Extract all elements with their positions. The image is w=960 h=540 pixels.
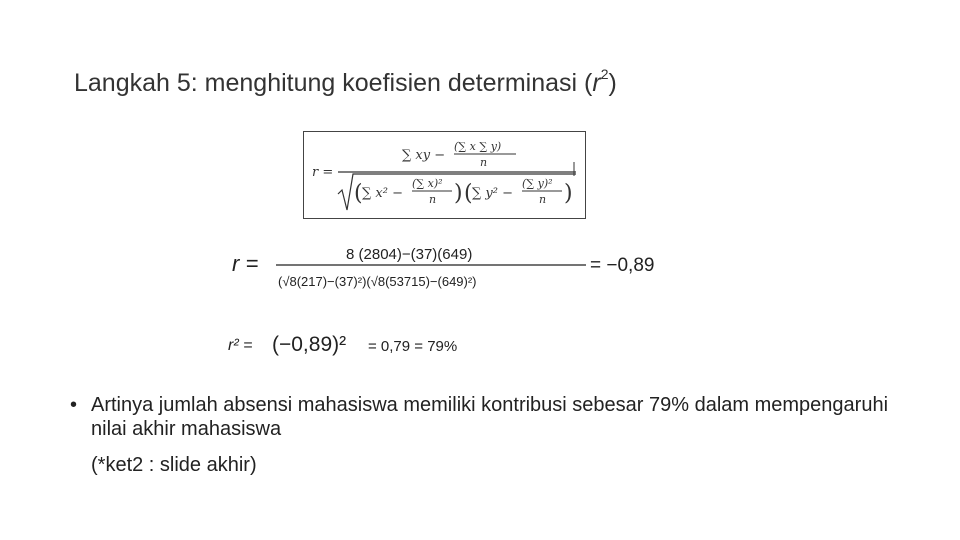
- slide-title: [74, 66, 617, 98]
- formula-den-n-1: n: [429, 193, 437, 206]
- formula-den-sum-x2: ∑ x² −: [362, 186, 403, 201]
- bullet-marker: •: [70, 394, 78, 416]
- formula-paren-left-1: (: [354, 181, 363, 206]
- calc-lhs: r =: [232, 251, 259, 276]
- formula-den-frac-y: (∑ y)²: [522, 177, 553, 190]
- correlation-formula: [304, 132, 587, 220]
- formula-paren-right-1: ): [454, 181, 463, 206]
- calculation-equation: [228, 238, 688, 296]
- bullet-note: (*ket2 : slide akhir): [91, 454, 257, 476]
- formula-num-n: n: [480, 156, 488, 169]
- formula-den-sum-y2: ∑ y² −: [472, 186, 513, 201]
- title-exponent: 2: [600, 66, 609, 82]
- calculation: [228, 238, 688, 301]
- correlation-formula-box: [303, 131, 586, 219]
- formula-paren-left-2: (: [464, 181, 473, 206]
- formula-den-n-2: n: [539, 193, 547, 206]
- formula-num-frac-top: (∑ x ∑ y): [454, 140, 502, 153]
- result-rhs: = 0,79 = 79%: [368, 338, 458, 355]
- result-equation: [228, 325, 498, 361]
- formula-num-sum-xy: ∑ xy −: [402, 148, 446, 163]
- title-variable: r: [592, 69, 601, 97]
- title-text: Langkah 5: menghitung koefisien determinasi (: [74, 69, 593, 97]
- formula-lhs: r =: [312, 165, 334, 180]
- formula-paren-right-2: ): [564, 181, 573, 206]
- calc-rhs: = −0,89: [590, 255, 655, 276]
- title-close: ): [608, 69, 617, 97]
- bullet-text: Artinya jumlah absensi mahasiswa memiliki kontribusi sebesar 79% dalam mempengaruhi nilai akhir mahasiswa: [91, 394, 889, 440]
- determination-result: [228, 325, 498, 366]
- result-value: (−0,89)²: [272, 333, 347, 356]
- calc-denominator: (√8(217)−(37)²)(√8(53715)−(649)²): [278, 274, 477, 289]
- result-lhs: r² =: [228, 337, 253, 354]
- formula-den-frac-x: (∑ x)²: [412, 177, 443, 190]
- calc-numerator: 8 (2804)−(37)(649): [346, 246, 473, 263]
